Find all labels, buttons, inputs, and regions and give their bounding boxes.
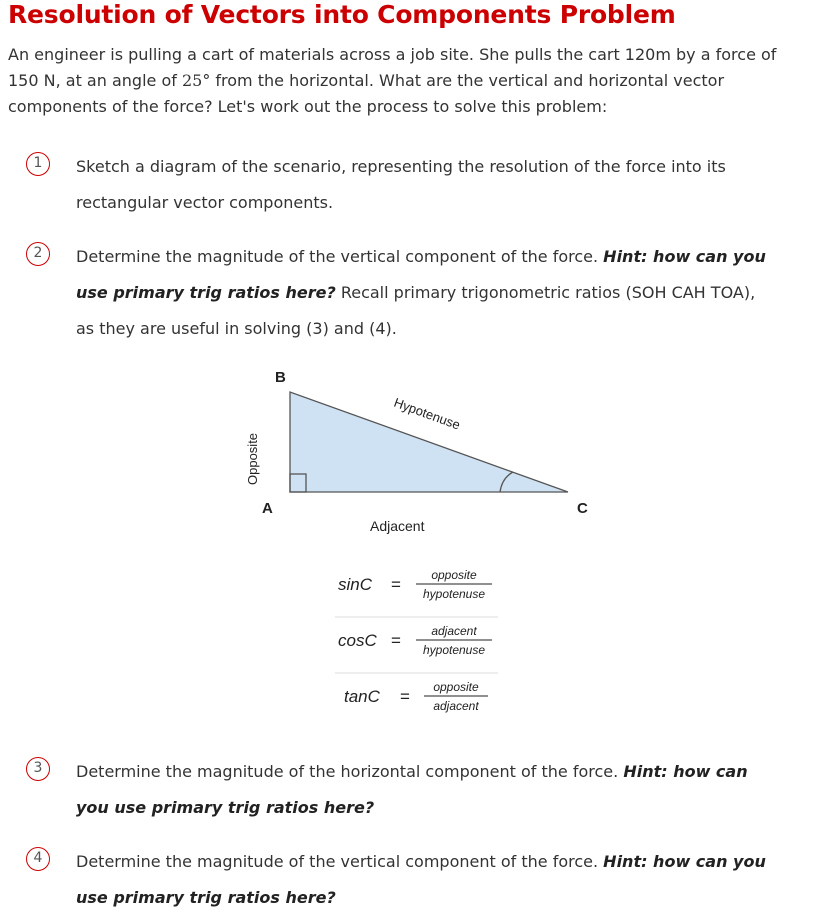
step-4-hint: Hint: how can you use primary trig ratios here? (76, 852, 766, 907)
step-3-text: Determine the magnitude of the horizontal component of the force. (76, 762, 624, 781)
formula-numerator: adjacent (431, 624, 477, 638)
intro-text-post: from the horizontal. What are the vertical and horizontal vector components of the force? Let's work out the process to solve this problem: (8, 71, 725, 116)
formula-lhs: cosC (338, 631, 377, 650)
step-text (76, 239, 776, 347)
step-2-text: Determine the magnitude of the vertical component of the force. (76, 247, 604, 266)
step-1-text: Sketch a diagram of the scenario, representing the resolution of the force into its rectangular vector components. (76, 157, 726, 212)
step-2-after: Recall primary trigonometric ratios (SOH CAH TOA), as they are useful in solving (3) and (4). (76, 283, 756, 338)
vertex-c-label: C (577, 500, 588, 517)
step-3-hint: Hint: how can you use primary trig ratios here? (76, 762, 748, 817)
intro-paragraph (8, 42, 808, 120)
step-number-badge: 4 (26, 847, 50, 871)
step-number-badge: 2 (26, 242, 50, 266)
cosine-formula (338, 624, 492, 657)
hypotenuse-label: Hypotenuse (391, 394, 463, 433)
formula-denominator: hypotenuse (422, 643, 486, 657)
step-text (76, 754, 776, 826)
intro-angle: 25° (181, 71, 211, 90)
step-4-text: Determine the magnitude of the vertical component of the force. (76, 852, 604, 871)
page-title: Resolution of Vectors into Components Problem (8, 0, 676, 29)
trig-formulas (320, 560, 520, 720)
formula-numerator: opposite (431, 568, 477, 582)
step-number-badge: 3 (26, 757, 50, 781)
formula-lhs: sinC (338, 575, 373, 594)
step-text (76, 844, 776, 916)
step-text (76, 149, 776, 221)
formula-lhs: tanC (344, 687, 380, 706)
equals-sign: = (400, 687, 410, 706)
vertex-b-label: B (275, 369, 286, 386)
formula-denominator: hypotenuse (422, 587, 486, 601)
tangent-formula (344, 680, 488, 713)
vertex-a-label: A (262, 500, 273, 517)
opposite-label: Opposite (245, 432, 260, 485)
formula-denominator: adjacent (433, 699, 479, 713)
intro-text-pre: An engineer is pulling a cart of materials across a job site. She pulls the cart 120m by a force of 150 N, at an angle of (8, 45, 777, 90)
formula-numerator: opposite (433, 680, 479, 694)
right-triangle-diagram (230, 360, 610, 540)
equals-sign: = (391, 631, 401, 650)
step-number-badge: 1 (26, 152, 50, 176)
equals-sign: = (391, 575, 401, 594)
step-2-hint: Hint: how can you use primary trig ratios here? (76, 247, 766, 302)
sine-formula (338, 568, 492, 601)
adjacent-label: Adjacent (370, 518, 425, 534)
